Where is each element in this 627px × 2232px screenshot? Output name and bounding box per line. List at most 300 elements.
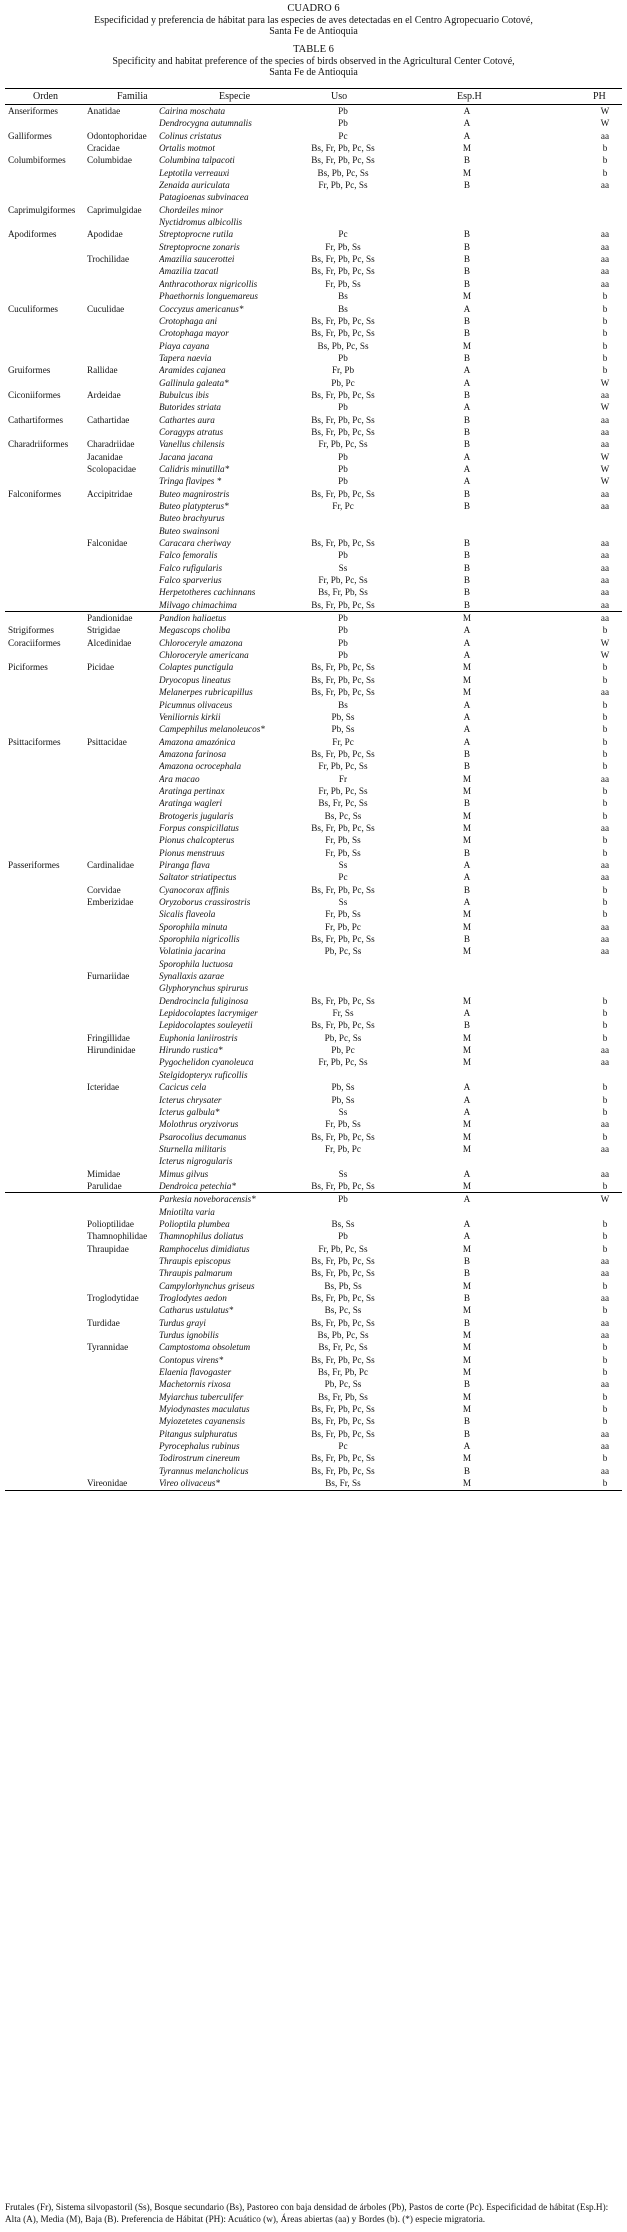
cell-uso: Bs, Fr, Pb, Pc, Ss: [311, 538, 375, 549]
cell-especie: Thamnophilus doliatus: [159, 1231, 244, 1242]
table-row: [5, 1403, 622, 1415]
cell-esph: B: [463, 180, 471, 191]
cell-esph: A: [463, 1194, 471, 1205]
cell-uso: Fr, Pb, Ss: [325, 909, 361, 920]
cell-familia: Cuculidae: [87, 303, 125, 314]
cell-especie: Calidris minutilla*: [159, 463, 230, 474]
cell-especie: Cairina moschata: [159, 106, 226, 116]
cell-especie: Saltator striatipectus: [159, 872, 237, 883]
table-row: [5, 315, 622, 327]
cell-esph: M: [462, 1280, 472, 1291]
cell-esph: B: [463, 229, 471, 240]
table-row: [5, 1477, 622, 1489]
cell-especie: Chordeiles minor: [159, 204, 224, 215]
cell-ph: W: [600, 451, 610, 462]
cell-especie: Pionus menstruus: [159, 847, 225, 858]
cell-esph: M: [462, 1045, 472, 1056]
table-row: [5, 1168, 622, 1180]
header-esph: Esp.H: [457, 91, 482, 102]
cell-ph: W: [600, 106, 610, 116]
caption-title-es: Especificidad y preferencia de hábitat para las especies de aves detectadas en el Centro Agropecuario Cotové,: [94, 14, 533, 26]
table-row: [5, 933, 622, 945]
cell-uso: Pc: [338, 872, 348, 883]
cell-especie: Mimus gilvus: [159, 1168, 209, 1179]
table-row: [5, 624, 622, 636]
cell-ph: b: [602, 662, 608, 673]
table-row: [5, 661, 622, 673]
cell-esph: M: [462, 674, 472, 685]
cell-ph: W: [600, 402, 610, 413]
table-row: [5, 847, 622, 859]
cell-ph: W: [600, 377, 610, 388]
table-row: [5, 463, 622, 475]
cell-ph: b: [602, 736, 608, 747]
table-row: [5, 142, 622, 154]
cell-especie: Mniotilta varia: [159, 1206, 215, 1217]
cell-uso: Pb, Pc, Ss: [324, 1379, 362, 1390]
cell-esph: M: [462, 143, 472, 154]
table-row: [5, 1329, 622, 1341]
cell-especie: Buteo swainsoni: [159, 525, 220, 536]
cell-ph: b: [602, 1020, 608, 1031]
cell-esph: A: [463, 451, 471, 462]
cell-ph: aa: [600, 1255, 610, 1266]
cell-familia: Columbidae: [87, 155, 132, 166]
cell-ph: aa: [600, 550, 610, 561]
cell-esph: B: [463, 389, 471, 400]
cell-uso: Bs, Fr, Pb, Pc, Ss: [311, 1317, 375, 1328]
cell-familia: Anatidae: [87, 106, 121, 116]
table-row: [5, 327, 622, 339]
cell-esph: B: [463, 1255, 471, 1266]
table-row: [5, 810, 622, 822]
cell-ph: b: [602, 798, 608, 809]
cell-uso: Pb: [338, 613, 348, 624]
cell-uso: Fr, Pb: [331, 365, 355, 376]
cell-ph: b: [602, 1106, 608, 1117]
cell-uso: Fr, Pc: [332, 501, 354, 511]
cell-especie: Cacicus cela: [159, 1082, 207, 1093]
table-row: [5, 970, 622, 982]
table-row: [5, 574, 622, 586]
cell-esph: B: [463, 761, 471, 772]
cell-ph: aa: [600, 687, 610, 698]
cell-especie: Crotophaga mayor: [159, 328, 229, 339]
table-row: [5, 1069, 622, 1081]
cell-uso: Bs, Fr, Pb, Pc, Ss: [311, 674, 375, 685]
cell-esph: A: [463, 106, 471, 116]
table-row: [5, 475, 622, 487]
cell-ph: aa: [600, 1143, 610, 1154]
cell-uso: Bs, Fr, Pb, Pc, Ss: [311, 1404, 375, 1415]
cell-orden: Charadriiformes: [8, 439, 69, 450]
cell-especie: Leptotila verreauxi: [159, 167, 230, 178]
cell-ph: aa: [600, 1045, 610, 1056]
table-row: [5, 167, 622, 179]
cell-uso: Ss: [338, 562, 348, 573]
table-row: [5, 278, 622, 290]
cell-especie: Myiozetetes cayanensis: [159, 1416, 245, 1427]
cell-ph: b: [602, 1391, 608, 1402]
table-row: [5, 401, 622, 413]
cell-esph: M: [462, 1330, 472, 1341]
table-row: [5, 859, 622, 871]
cell-ph: aa: [600, 1317, 610, 1328]
table-row: [5, 686, 622, 698]
table-row: [5, 414, 622, 426]
cell-especie: Nyctidromus albicollis: [159, 217, 243, 228]
cell-especie: Vanellus chilensis: [159, 439, 225, 450]
cell-esph: M: [462, 995, 472, 1006]
cell-uso: Pb: [338, 550, 348, 561]
cell-orden: Falconiformes: [8, 488, 62, 499]
cell-ph: b: [602, 1416, 608, 1427]
cell-orden: Strigiformes: [8, 625, 54, 636]
cell-ph: aa: [600, 254, 610, 265]
cell-uso: Pb: [338, 1231, 348, 1242]
table-bottom-rule: [5, 1490, 622, 1491]
cell-uso: Pb: [338, 637, 348, 648]
cell-ph: b: [602, 1367, 608, 1378]
cell-ph: aa: [600, 599, 610, 610]
cell-uso: Fr, Ss: [332, 1008, 354, 1019]
cell-ph: W: [600, 650, 610, 661]
cell-especie: Myiarchus tuberculifer: [159, 1391, 244, 1402]
cell-uso: Bs, Fr, Pb, Pc, Ss: [311, 687, 375, 698]
cell-especie: Volatinia jacarina: [159, 946, 226, 957]
cell-uso: Ss: [338, 897, 348, 907]
cell-ph: b: [602, 1094, 608, 1105]
cell-familia: Corvidae: [87, 884, 121, 895]
cell-especie: Dendrocincla fuliginosa: [159, 995, 249, 1006]
cell-especie: Herpetotheres cachinnans: [159, 587, 256, 598]
cell-uso: Pb: [338, 1194, 348, 1205]
cell-familia: Falconidae: [87, 538, 128, 549]
table-row: [5, 1317, 622, 1329]
cell-esph: M: [462, 835, 472, 846]
cell-uso: Pb: [338, 352, 348, 363]
cell-ph: aa: [600, 1119, 610, 1130]
cell-ph: aa: [600, 562, 610, 573]
cell-especie: Dendrocygna autumnalis: [159, 118, 252, 129]
cell-uso: Bs, Fr, Pc, Ss: [318, 798, 368, 809]
cell-ph: aa: [600, 934, 610, 945]
table-row: [5, 1243, 622, 1255]
cell-ph: b: [602, 897, 608, 907]
cell-especie: Parkesia noveboracensis*: [159, 1194, 256, 1205]
cell-especie: Colinus cristatus: [159, 130, 222, 141]
cell-ph: b: [602, 995, 608, 1006]
cell-familia: Emberizidae: [87, 897, 134, 907]
table-row: [5, 1056, 622, 1068]
cell-especie: Sporophila luctuosa: [159, 958, 233, 969]
cell-uso: Pb, Pc, Ss: [324, 1032, 362, 1043]
cell-esph: M: [462, 167, 472, 178]
cell-uso: Bs, Fr, Pb, Ss: [318, 1391, 368, 1402]
cell-ph: b: [602, 884, 608, 895]
cell-esph: A: [463, 402, 471, 413]
cell-familia: Polioptilidae: [87, 1218, 134, 1229]
cell-ph: aa: [600, 1168, 610, 1179]
cell-esph: A: [463, 365, 471, 376]
cell-uso: Fr, Pb, Pc: [325, 1143, 361, 1154]
caption-spanish: [0, 3, 627, 38]
cell-especie: Sporophila minuta: [159, 921, 228, 932]
cell-esph: M: [462, 1032, 472, 1043]
cell-ph: b: [602, 625, 608, 636]
table-row: [5, 241, 622, 253]
cell-uso: Pb, Pc: [331, 1045, 355, 1056]
cell-uso: Fr, Pb, Pc, Ss: [318, 1057, 368, 1068]
cell-especie: Chloroceryle amazona: [159, 637, 243, 648]
cell-esph: B: [463, 266, 471, 277]
cell-especie: Amazona ocrocephala: [159, 761, 242, 772]
cell-especie: Myiodynastes maculatus: [159, 1404, 250, 1415]
table-row: [5, 1131, 622, 1143]
table-row: [5, 649, 622, 661]
cell-uso: Fr, Pc: [332, 736, 354, 747]
cell-esph: A: [463, 859, 471, 870]
cell-esph: M: [462, 1057, 472, 1068]
table-row: [5, 674, 622, 686]
cell-esph: A: [463, 1441, 471, 1452]
cell-esph: A: [463, 303, 471, 314]
cell-ph: b: [602, 1478, 608, 1489]
cell-especie: Zenaida auriculata: [159, 180, 230, 191]
cell-esph: M: [462, 1342, 472, 1353]
table-row: [5, 834, 622, 846]
cell-uso: Bs, Fr, Pb, Pc, Ss: [311, 254, 375, 265]
cell-esph: M: [462, 662, 472, 673]
cell-esph: M: [462, 810, 472, 821]
cell-ph: W: [600, 118, 610, 129]
cell-uso: Bs, Fr, Pb, Pc, Ss: [311, 426, 375, 437]
table-row: [5, 1452, 622, 1464]
cell-ph: b: [602, 1231, 608, 1242]
cell-uso: Fr, Pb, Pc, Ss: [318, 761, 368, 772]
cell-esph: M: [462, 921, 472, 932]
cell-ph: aa: [600, 773, 610, 784]
cell-esph: M: [462, 1243, 472, 1254]
cell-uso: Bs, Fr, Pb, Pc, Ss: [311, 1020, 375, 1031]
cell-especie: Colaptes punctigula: [159, 662, 234, 673]
cell-ph: b: [602, 724, 608, 735]
cell-esph: B: [463, 1379, 471, 1390]
cell-especie: Melanerpes rubricapillus: [159, 687, 253, 698]
cell-esph: A: [463, 118, 471, 129]
cell-uso: Bs, Ss: [331, 1218, 355, 1229]
cell-especie: Anthracothorax nigricollis: [159, 278, 258, 289]
caption-english: [0, 44, 627, 79]
cell-especie: Columbina talpacoti: [159, 155, 235, 166]
cell-familia: Ardeidae: [87, 389, 121, 400]
cell-ph: aa: [600, 130, 610, 141]
cell-especie: Tapera naevia: [159, 352, 212, 363]
cell-ph: b: [602, 1032, 608, 1043]
cell-especie: Icterus chrysater: [159, 1094, 222, 1105]
cell-ph: b: [602, 352, 608, 363]
table-row: [5, 797, 622, 809]
cell-especie: Catharus ustulatus*: [159, 1305, 234, 1316]
table-row: [5, 216, 622, 228]
cell-uso: Bs, Fr, Pb, Ss: [318, 587, 368, 598]
cell-esph: A: [463, 1218, 471, 1229]
cell-especie: Phaethornis longuemareus: [159, 291, 258, 302]
cell-especie: Ortalis motmot: [159, 143, 215, 154]
cell-especie: Polioptila plumbea: [159, 1218, 230, 1229]
cell-especie: Piaya cayana: [159, 340, 210, 351]
table-row: [5, 1428, 622, 1440]
cell-ph: aa: [600, 538, 610, 549]
cell-ph: aa: [600, 613, 610, 624]
cell-especie: Dryocopus lineatus: [159, 674, 231, 685]
cell-especie: Amazona amazónica: [159, 736, 236, 747]
cell-especie: Buteo brachyurus: [159, 513, 225, 524]
table-row: [5, 364, 622, 376]
cell-uso: Bs, Pb, Pc, Ss: [317, 1330, 369, 1341]
table-row: [5, 303, 622, 315]
cell-esph: A: [463, 650, 471, 661]
cell-esph: B: [463, 587, 471, 598]
cell-familia: Picidae: [87, 662, 115, 673]
cell-ph: b: [602, 909, 608, 920]
cell-esph: M: [462, 1404, 472, 1415]
cell-uso: Fr, Pb, Pc, Ss: [318, 180, 368, 191]
cell-esph: A: [463, 699, 471, 710]
caption-label-es: CUADRO 6: [287, 3, 340, 14]
cell-especie: Troglodytes aedon: [159, 1293, 227, 1303]
table-row: [5, 1019, 622, 1031]
cell-esph: B: [463, 278, 471, 289]
cell-esph: M: [462, 1305, 472, 1316]
cell-familia: Apodidae: [87, 229, 123, 240]
cell-uso: Pb, Ss: [331, 724, 355, 735]
cell-uso: Bs, Fr, Pc, Ss: [318, 1342, 368, 1353]
cell-especie: Forpus conspicillatus: [159, 822, 239, 833]
table-row: [5, 1118, 622, 1130]
cell-especie: Coccyzus americanus*: [159, 303, 244, 314]
table-row: [5, 549, 622, 561]
table-row: [5, 773, 622, 785]
cell-uso: Bs, Fr, Pb, Pc, Ss: [311, 266, 375, 277]
cell-especie: Piranga flava: [159, 859, 210, 870]
cell-esph: B: [463, 1428, 471, 1439]
cell-ph: b: [602, 1280, 608, 1291]
cell-ph: aa: [600, 1057, 610, 1068]
cell-ph: b: [602, 835, 608, 846]
cell-especie: Bubulcus ibis: [159, 389, 209, 400]
cell-orden: Coraciiformes: [8, 637, 61, 648]
cell-uso: Bs, Fr, Pb, Pc, Ss: [311, 1131, 375, 1142]
cell-uso: Bs, Pc, Ss: [324, 1305, 362, 1316]
cell-uso: Bs, Fr, Pb, Pc, Ss: [311, 488, 375, 499]
cell-ph: b: [602, 1354, 608, 1365]
table-row: [5, 896, 622, 908]
cell-ph: aa: [600, 872, 610, 883]
caption-title2-en: Santa Fe de Antioquia: [269, 67, 358, 78]
header-familia: Familia: [117, 91, 148, 102]
cell-esph: A: [463, 476, 471, 487]
cell-especie: Lepidocolaptes lacrymiger: [159, 1008, 258, 1019]
cell-especie: Pyrocephalus rubinus: [159, 1441, 240, 1452]
cell-ph: b: [602, 810, 608, 821]
header-ph: PH: [593, 91, 606, 102]
cell-ph: aa: [600, 180, 610, 191]
cell-especie: Amazilia saucerottei: [159, 254, 235, 265]
cell-esph: M: [462, 785, 472, 796]
cell-uso: Fr, Pb, Ss: [325, 835, 361, 846]
cell-especie: Icterus nigrogularis: [159, 1156, 233, 1167]
cell-familia: Psittacidae: [87, 736, 127, 747]
cell-especie: Butorides striata: [159, 402, 222, 413]
table-row: [5, 1465, 622, 1477]
cell-familia: Odontophoridae: [87, 130, 147, 141]
table-row: [5, 130, 622, 142]
table-row: [5, 290, 622, 302]
table-row: [5, 748, 622, 760]
table-row: [5, 723, 622, 735]
cell-esph: M: [462, 1180, 472, 1191]
cell-uso: Pb: [338, 476, 348, 487]
cell-uso: Bs, Fr, Pb, Pc, Ss: [311, 1268, 375, 1279]
header-especie: Especie: [219, 91, 251, 102]
cell-ph: b: [602, 1342, 608, 1353]
cell-uso: Bs: [338, 699, 348, 710]
cell-ph: aa: [600, 587, 610, 598]
cell-especie: Amazona farinosa: [159, 748, 227, 759]
table-row: [5, 908, 622, 920]
cell-ph: b: [602, 315, 608, 326]
table-row: [5, 438, 622, 450]
table-row: [5, 921, 622, 933]
cell-especie: Vireo olivaceus*: [159, 1478, 220, 1489]
cell-uso: Bs, Fr, Pb, Pc, Ss: [311, 1354, 375, 1365]
cell-esph: M: [462, 613, 472, 624]
cell-ph: W: [600, 463, 610, 474]
cell-especie: Machetornis rixosa: [159, 1379, 231, 1390]
cell-especie: Contopus virens*: [159, 1354, 224, 1365]
cell-familia: Hirundinidae: [87, 1045, 136, 1056]
cell-especie: Chloroceryle americana: [159, 650, 249, 661]
cell-ph: aa: [600, 1330, 610, 1341]
cell-uso: Pb: [338, 451, 348, 462]
cell-esph: A: [463, 637, 471, 648]
cell-especie: Pandion haliaetus: [159, 613, 227, 624]
table-row: [5, 612, 622, 624]
cell-uso: Fr, Pb, Ss: [325, 241, 361, 252]
cell-ph: aa: [600, 439, 610, 450]
cell-especie: Veniliornis kirkii: [159, 711, 221, 722]
cell-esph: M: [462, 1119, 472, 1130]
cell-familia: Jacanidae: [87, 451, 123, 462]
cell-ph: aa: [600, 1293, 610, 1303]
cell-esph: A: [463, 1106, 471, 1117]
cell-uso: Fr, Pb, Ss: [325, 847, 361, 858]
table-row: [5, 1155, 622, 1167]
cell-uso: Fr, Pb, Pc, Ss: [318, 439, 368, 450]
cell-esph: A: [463, 377, 471, 388]
cell-familia: Cracidae: [87, 143, 120, 154]
cell-uso: Pc: [338, 130, 348, 141]
table-row: [5, 1415, 622, 1427]
table-row: [5, 1267, 622, 1279]
cell-especie: Brotogeris jugularis: [159, 810, 234, 821]
cell-uso: Bs, Pb, Pc, Ss: [317, 340, 369, 351]
cell-uso: Bs, Fr, Pb, Pc, Ss: [311, 934, 375, 945]
table-row: [5, 451, 622, 463]
cell-esph: M: [462, 1391, 472, 1402]
cell-ph: aa: [600, 278, 610, 289]
